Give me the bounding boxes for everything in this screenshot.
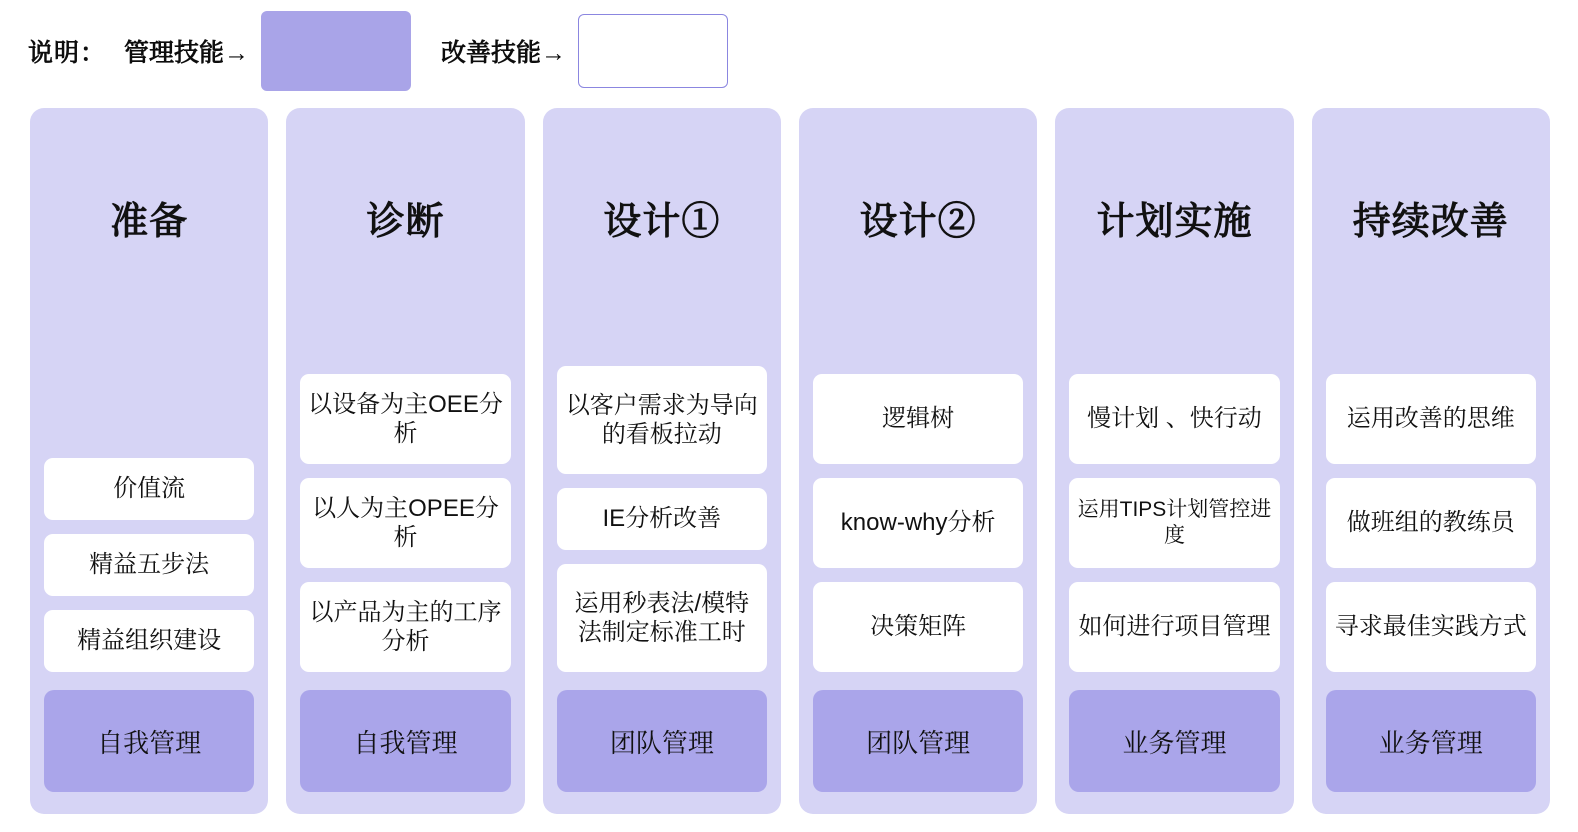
- card-item[interactable]: 以人为主OPEE分析: [300, 478, 510, 568]
- card-item[interactable]: 决策矩阵: [813, 582, 1023, 672]
- column-design-1: [543, 108, 781, 814]
- card-list: [300, 374, 510, 672]
- card-item[interactable]: 运用TIPS计划管控进度: [1069, 478, 1279, 568]
- legend-title: 说明：: [28, 39, 107, 67]
- card-list: [44, 458, 254, 672]
- card-item[interactable]: 如何进行项目管理: [1069, 582, 1279, 672]
- legend-improve-label: 改善技能→: [441, 39, 567, 67]
- column-continuous-improvement: [1312, 108, 1550, 814]
- column-footer-card[interactable]: 自我管理: [300, 690, 510, 792]
- column-title: 设计①: [603, 201, 721, 243]
- card-item[interactable]: 以客户需求为导向的看板拉动: [557, 366, 767, 474]
- card-item[interactable]: 逻辑树: [813, 374, 1023, 464]
- column-plan-execution: [1055, 108, 1293, 814]
- card-item[interactable]: know-why分析: [813, 478, 1023, 568]
- column-footer-card[interactable]: 业务管理: [1326, 690, 1536, 792]
- column-footer-card[interactable]: 业务管理: [1069, 690, 1279, 792]
- legend: [28, 8, 728, 94]
- column-title: 设计②: [859, 201, 977, 243]
- column-title: 计划实施: [1096, 201, 1253, 243]
- column-design-2: [799, 108, 1037, 814]
- legend-manage-label: 管理技能→: [124, 39, 250, 67]
- column-preparation: [30, 108, 268, 814]
- card-item[interactable]: 慢计划 、快行动: [1069, 374, 1279, 464]
- card-item[interactable]: 以设备为主OEE分析: [300, 374, 510, 464]
- column-footer-card[interactable]: 自我管理: [44, 690, 254, 792]
- card-item[interactable]: 运用秒表法/模特法制定标准工时: [557, 564, 767, 672]
- card-item[interactable]: 价值流: [44, 458, 254, 520]
- card-list: [1069, 374, 1279, 672]
- card-item[interactable]: 精益组织建设: [44, 610, 254, 672]
- column-title: 诊断: [366, 201, 445, 243]
- column-diagnosis: [286, 108, 524, 814]
- card-list: [557, 366, 767, 672]
- card-list: [813, 374, 1023, 672]
- column-title: 持续改善: [1352, 201, 1509, 243]
- card-item[interactable]: 运用改善的思维: [1326, 374, 1536, 464]
- process-columns: [30, 108, 1550, 814]
- card-item[interactable]: 做班组的教练员: [1326, 478, 1536, 568]
- column-footer-card[interactable]: 团队管理: [557, 690, 767, 792]
- card-item[interactable]: 精益五步法: [44, 534, 254, 596]
- card-item[interactable]: IE分析改善: [557, 488, 767, 550]
- card-item[interactable]: 以产品为主的工序分析: [300, 582, 510, 672]
- legend-manage-swatch: [261, 11, 411, 91]
- card-item[interactable]: 寻求最佳实践方式: [1326, 582, 1536, 672]
- column-footer-card[interactable]: 团队管理: [813, 690, 1023, 792]
- column-title: 准备: [110, 201, 189, 243]
- card-list: [1326, 374, 1536, 672]
- legend-improve-swatch: [578, 14, 728, 88]
